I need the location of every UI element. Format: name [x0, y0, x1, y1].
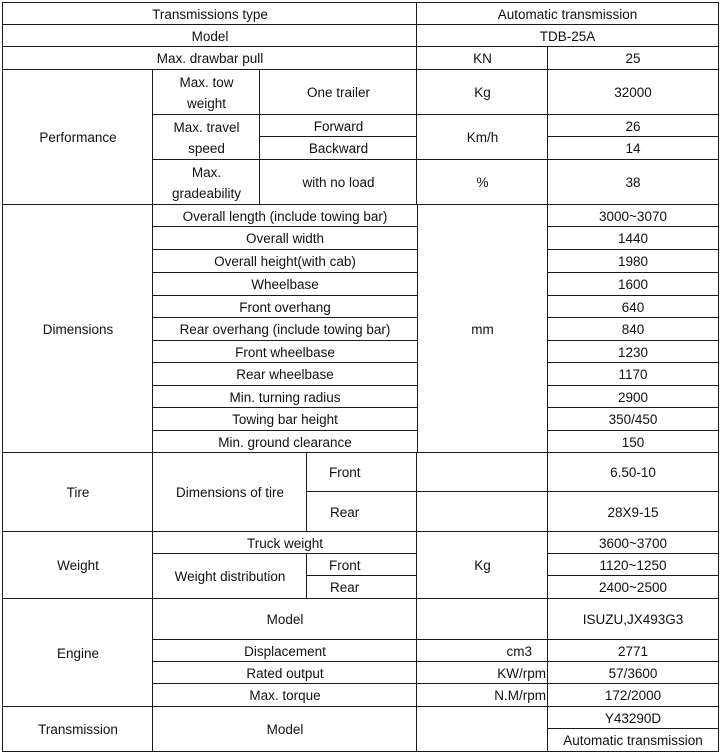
backward-value: 14 [547, 136, 719, 161]
engine-model-label: Model [152, 598, 418, 641]
dim-label-0: Overall length (include towing bar) [152, 204, 418, 228]
transmission-value-2: Automatic transmission [547, 728, 719, 752]
weight-group: Weight [2, 531, 154, 600]
rated-output-value: 57/3600 [547, 661, 719, 685]
drawbar-unit: KN [416, 46, 549, 71]
dim-value-4: 640 [547, 295, 719, 319]
dim-value-7: 1170 [547, 362, 719, 387]
dim-label-3: Wheelbase [152, 272, 418, 297]
grade-value: 38 [547, 159, 719, 206]
weight-front-label: Front [306, 553, 418, 577]
travel-speed-label [152, 114, 261, 161]
weight-front-value: 1120~1250 [547, 553, 719, 577]
performance-group: Performance [2, 69, 154, 206]
grade-unit: % [416, 159, 549, 206]
weight-rear-label: Rear [306, 575, 418, 600]
rated-output-label: Rated output [152, 661, 418, 685]
dim-value-5: 840 [547, 317, 719, 342]
dim-value-3: 1600 [547, 272, 719, 297]
model-label: Model [2, 24, 418, 48]
engine-group: Engine [2, 598, 154, 708]
dim-label-2: Overall height(with cab) [152, 249, 418, 274]
gradeability-label [152, 159, 261, 206]
max-torque-label: Max. torque [152, 683, 418, 708]
weight-unit: Kg [416, 531, 549, 600]
truck-weight-value: 3600~3700 [547, 531, 719, 555]
speed-unit: Km/h [416, 114, 549, 161]
dim-label-1: Overall width [152, 226, 418, 251]
dim-value-0: 3000~3070 [547, 204, 719, 228]
no-load-label: with no load [259, 159, 418, 206]
tow-value: 32000 [547, 69, 719, 116]
travel-speed-line1: Max. travel [173, 119, 240, 135]
tire-rear-value: 28X9-15 [547, 491, 719, 533]
forward-value: 26 [547, 114, 719, 138]
dim-value-8: 2900 [547, 385, 719, 409]
transmission-unit [416, 706, 549, 752]
dim-label-7: Rear wheelbase [152, 362, 418, 387]
displacement-label: Displacement [152, 639, 418, 663]
dim-label-4: Front overhang [152, 295, 418, 319]
tire-dimensions-label: Dimensions of tire [152, 452, 308, 533]
engine-model-value: ISUZU,JX493G3 [547, 598, 719, 641]
tire-front-value: 6.50-10 [547, 452, 719, 493]
drawbar-value: 25 [547, 46, 719, 71]
dim-value-10: 150 [547, 430, 719, 454]
drawbar-label: Max. drawbar pull [2, 46, 418, 71]
dimensions-unit: mm [416, 204, 549, 454]
dim-label-8: Min. turning radius [152, 385, 418, 409]
truck-weight-label: Truck weight [152, 531, 418, 555]
transmission-value-1: Y43290D [547, 706, 719, 730]
dim-label-10: Min. ground clearance [152, 430, 418, 454]
gradeability-line2: gradeability [171, 185, 242, 201]
tow-weight-label [152, 69, 261, 116]
displacement-value: 2771 [547, 639, 719, 663]
forward-label: Forward [259, 114, 418, 138]
weight-rear-value: 2400~2500 [547, 575, 719, 600]
max-torque-unit: N.M/rpm [416, 683, 549, 708]
transmission-group: Transmission [2, 706, 154, 752]
displacement-unit: cm3 [416, 639, 549, 663]
dim-value-6: 1230 [547, 340, 719, 364]
rated-output-unit: KW/rpm [416, 661, 549, 685]
header-transmission-type: Transmissions type [2, 2, 418, 26]
transmission-model-label: Model [152, 706, 418, 752]
dim-value-2: 1980 [547, 249, 719, 274]
dim-value-1: 1440 [547, 226, 719, 251]
tire-rear-unit [416, 491, 549, 533]
max-torque-value: 172/2000 [547, 683, 719, 708]
gradeability-line1: Max. [191, 164, 222, 180]
tow-weight-line1: Max. tow [179, 74, 234, 90]
tire-rear-label: Rear [306, 491, 418, 533]
backward-label: Backward [259, 136, 418, 161]
tire-front-unit [416, 452, 549, 493]
tow-unit: Kg [416, 69, 549, 116]
dim-label-9: Towing bar height [152, 407, 418, 432]
dimensions-group: Dimensions [2, 204, 154, 454]
model-value: TDB-25A [416, 24, 719, 48]
travel-speed-line2: speed [188, 140, 225, 156]
tire-front-label: Front [306, 452, 418, 493]
tire-group: Tire [2, 452, 154, 533]
header-automatic-transmission: Automatic transmission [416, 2, 719, 26]
dim-label-6: Front wheelbase [152, 340, 418, 364]
dim-value-9: 350/450 [547, 407, 719, 432]
tow-weight-line2: weight [186, 95, 227, 111]
dim-label-5: Rear overhang (include towing bar) [152, 317, 418, 342]
one-trailer-label: One trailer [259, 69, 418, 116]
weight-distribution-label: Weight distribution [152, 553, 308, 600]
